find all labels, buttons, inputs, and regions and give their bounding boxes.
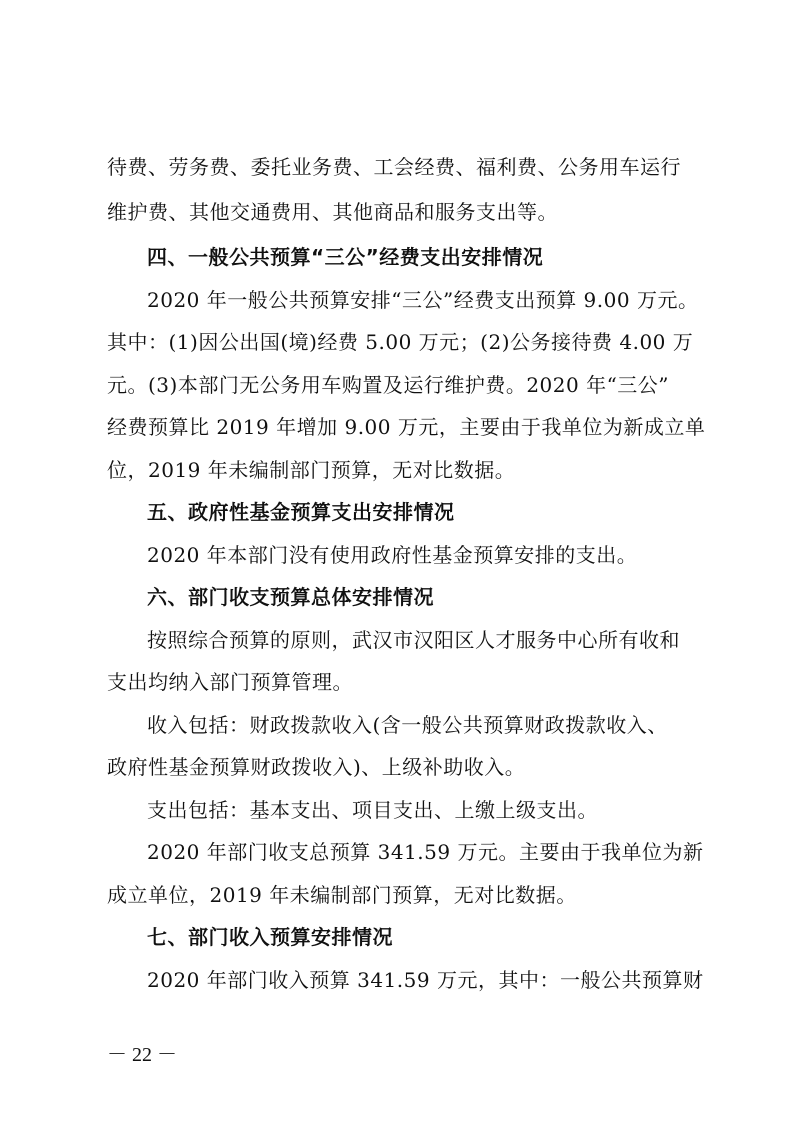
paragraph-line: 位，2019 年未编制部门预算，无对比数据。	[107, 458, 516, 482]
section-heading-5: 五、政府性基金预算支出安排情况	[147, 500, 455, 524]
paragraph-line: 2020 年部门收支总预算 341.59 万元。主要由于我单位为新	[147, 840, 704, 864]
section-heading-4: 四、一般公共预算“三公”经费支出安排情况	[147, 245, 544, 269]
section-heading-6: 六、部门收支预算总体安排情况	[147, 585, 434, 609]
paragraph-line: 2020 年一般公共预算安排“三公”经费支出预算 9.00 万元。	[147, 288, 699, 312]
paragraph-line: 2020 年部门收入预算 341.59 万元，其中：一般公共预算财	[147, 968, 704, 992]
paragraph-line: 收入包括：财政拨款收入(含一般公共预算财政拨款收入、	[147, 713, 668, 737]
section-heading-7: 七、部门收入预算安排情况	[147, 925, 393, 949]
paragraph-line: 支出包括：基本支出、项目支出、上缴上级支出。	[147, 798, 598, 822]
paragraph-line: 支出均纳入部门预算管理。	[107, 670, 353, 694]
paragraph-line: 政府性基金预算财政拨收入)、上级补助收入。	[107, 755, 526, 779]
paragraph-line: 成立单位，2019 年未编制部门预算，无对比数据。	[107, 883, 577, 907]
paragraph-line: 元。(3)本部门无公务用车购置及运行维护费。2020 年“三公”	[107, 373, 670, 397]
paragraph-line: 待费、劳务费、委托业务费、工会经费、福利费、公务用车运行	[107, 155, 681, 179]
paragraph-line: 维护费、其他交通费用、其他商品和服务支出等。	[107, 200, 558, 224]
paragraph-line: 其中：(1)因公出国(境)经费 5.00 万元；(2)公务接待费 4.00 万	[107, 330, 694, 354]
page-number: － 22 －	[107, 1044, 177, 1066]
paragraph-line: 经费预算比 2019 年增加 9.00 万元，主要由于我单位为新成立单	[107, 415, 706, 439]
paragraph-line: 2020 年本部门没有使用政府性基金预算安排的支出。	[147, 543, 638, 567]
paragraph-line: 按照综合预算的原则，武汉市汉阳区人才服务中心所有收和	[147, 628, 680, 652]
